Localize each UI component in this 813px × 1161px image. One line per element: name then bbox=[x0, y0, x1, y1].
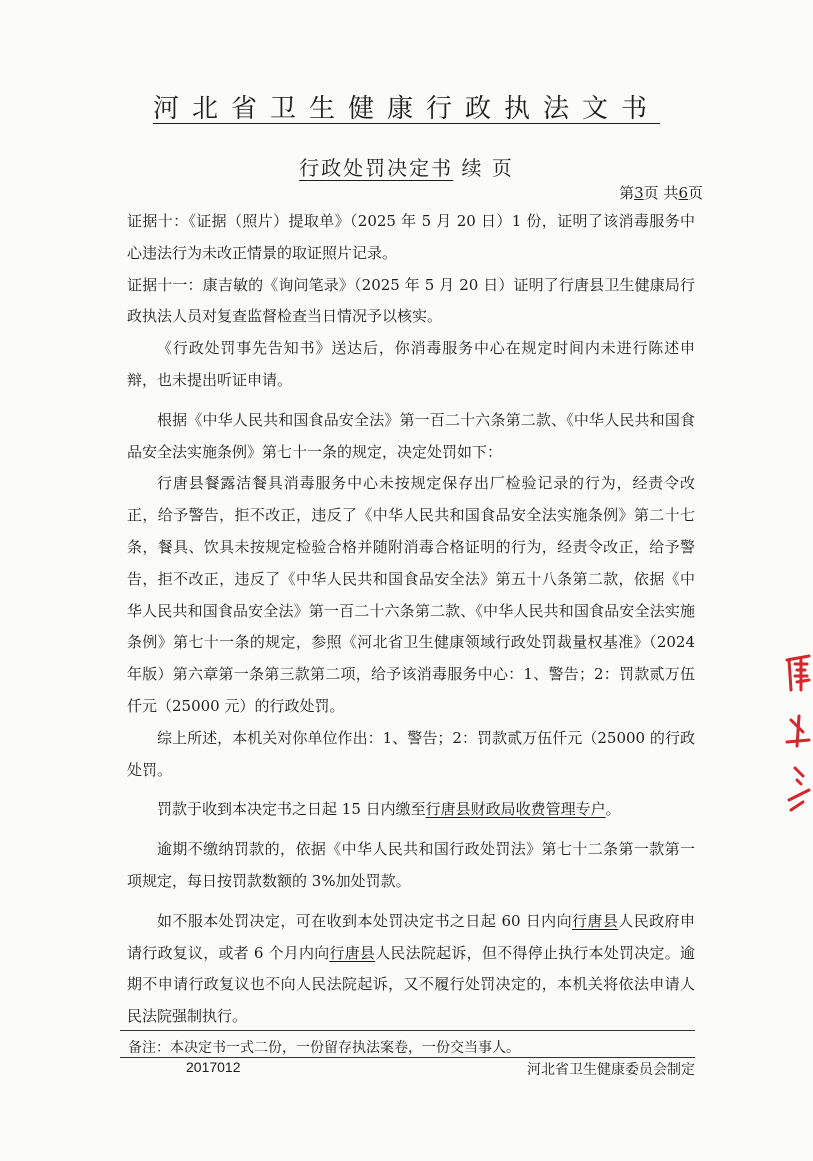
footer-rule-bottom bbox=[120, 1057, 695, 1058]
footer-rule-top bbox=[120, 1030, 695, 1031]
document-body bbox=[127, 206, 695, 1033]
org-title: 河北省卫生健康行政执法文书 bbox=[152, 94, 660, 124]
overdue-paragraph: 逾期不缴纳罚款的，依据《中华人民共和国行政处罚法》第七十二条第一款第一项规定，每日按罚款数额的 3%加处罚款。 bbox=[127, 840, 695, 890]
appeal-paragraph bbox=[127, 906, 695, 1033]
page-mid: 页 共 bbox=[643, 184, 679, 202]
continuation-label: 续 页 bbox=[461, 156, 514, 180]
payment-account: 行唐县财政局收费管理专户 bbox=[425, 800, 606, 819]
seal-stamp-fragment bbox=[773, 650, 813, 820]
violation-paragraph: 行唐县餐露洁餐具消毒服务中心未按规定保存出厂检验记录的行为，经责令改正，给予警告，拒不改正，违反了《中华人民共和国食品安全法实施条例》第二十七条，餐具、饮具未按规定检验合格并随附消毒合格证明的行为，经责令改正，给予警告，拒不改正，违反了《中华人民共和国食品安全法》第五十八条第二款，依据《中华人民共和国食品安全法》第一百二十六条第二款、《中华人民共和国食品安全法实施条例》第七十一条的规定，参照《河北省卫生健康领域行政处罚裁量权基准》（2024 年版）第六章第一条第三款第二项，给予该消毒服务中心：1、警告；2：罚款贰万伍仟元（25000 元）的行政处罚。 bbox=[127, 474, 695, 715]
appeal-text-c: 人民法院起诉，但不得停止执行本处罚决定。逾期不申请行政复议也不向人民法院起诉，又不履行处罚决定的，本机关将依法申请人民法院强制执行。 bbox=[127, 943, 695, 1026]
appeal-text-a: 如不服本处罚决定，可在收到本处罚决定书之日起 60 日内向 bbox=[157, 911, 573, 930]
payment-text: 罚款于收到本决定书之日起 15 日内缴至 bbox=[157, 800, 426, 819]
seal-stamp-icon bbox=[773, 650, 813, 820]
page-prefix: 第 bbox=[619, 184, 635, 202]
form-code: 2017012 bbox=[186, 1059, 241, 1075]
form-maker: 河北省卫生健康委员会制定 bbox=[527, 1062, 695, 1078]
evidence-11: 证据十一：康吉敏的《询问笔录》（2025 年 5 月 20 日）证明了行唐县卫生健康局行政执法人员对复查监督检查当日情况予以核实。 bbox=[127, 275, 695, 326]
summary-paragraph: 综上所述，本机关对你单位作出：1、警告；2：罚款贰万伍仟元（25000 的行政处罚。 bbox=[127, 728, 695, 779]
appeal-county-1: 行唐县 bbox=[572, 911, 619, 930]
legal-basis-paragraph: 根据《中华人民共和国食品安全法》第一百二十六条第二款、《中华人民共和国食品安全法实施条例》第七十一条的规定，决定处罚如下： bbox=[127, 410, 695, 461]
payment-end: 。 bbox=[605, 800, 621, 819]
page-current: 3 bbox=[634, 184, 644, 202]
page-total: 6 bbox=[678, 184, 688, 202]
payment-paragraph bbox=[127, 794, 695, 826]
document-header bbox=[0, 88, 813, 125]
notice-paragraph: 《行政处罚事先告知书》送达后，你消毒服务中心在规定时间内未进行陈述申辩，也未提出听证申请。 bbox=[127, 339, 695, 389]
appeal-text-b: 人民政府申请行政复议，或者 6 个月内向 bbox=[127, 911, 695, 962]
appeal-county-2: 行唐县 bbox=[329, 943, 376, 962]
footer-note: 备注：本决定书一式二份，一份留存执法案卷，一份交当事人。 bbox=[128, 1040, 520, 1056]
doc-type: 行政处罚决定书 bbox=[299, 156, 454, 180]
page-suffix: 页 bbox=[687, 184, 703, 202]
page-number bbox=[619, 182, 703, 203]
evidence-10: 证据十：《证据（照片）提取单》（2025 年 5 月 20 日）1 份，证明了该消毒服务中心违法行为未改正情景的取证照片记录。 bbox=[127, 212, 695, 262]
document-subtitle bbox=[0, 152, 813, 181]
